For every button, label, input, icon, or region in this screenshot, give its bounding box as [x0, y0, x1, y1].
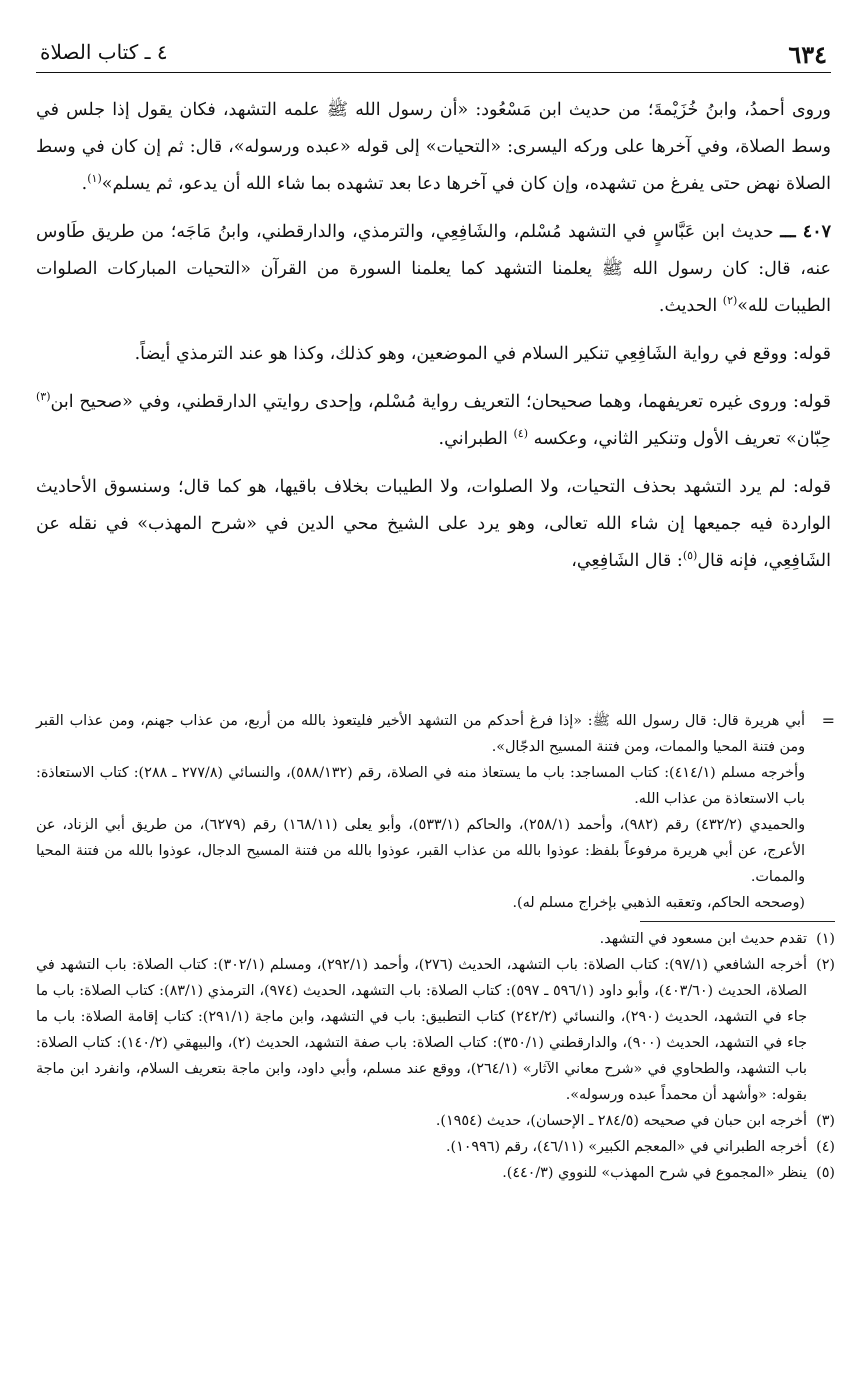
paragraph-4 — [36, 384, 831, 458]
footnote-ref-4: (٤) — [513, 427, 528, 441]
footnote-continuation — [36, 708, 835, 916]
page-number: ٦٣٤ — [788, 40, 827, 69]
paragraph-5 — [36, 469, 831, 580]
footnote-number: (٣) — [816, 1113, 835, 1129]
continuation-line: أبي هريرة قال: قال رسول الله ﷺ: «إذا فرغ أحدكم من التشهد الأخير فليتعوذ بالله من أربع، من عذاب جهنم، ومن عذاب القبر ومن فتنة المحيا والممات، ومن فتنة المسيح الدجّال». — [36, 713, 805, 755]
main-text — [36, 92, 831, 591]
footnote-text: تقدم حديث ابن مسعود في التشهد. — [599, 931, 807, 947]
paragraph-4-text-a: قوله: وروى غيره تعريفهما، وهما صحيحان؛ التعريف رواية مُسْلم، وإحدى روايتي الدارقطني، وفي «صحيح ابن — [50, 392, 831, 412]
paragraph-5-end: : قال الشَافِعِي، — [571, 551, 683, 571]
footnote-ref-5: (٥) — [682, 549, 698, 563]
hadith-number: ٤٠٧ ـــ — [780, 222, 831, 242]
footnote-number: (٤) — [816, 1139, 835, 1155]
continuation-line: وأخرجه مسلم (٤١٤/١): كتاب المساجد: باب ما يستعاذ منه في الصلاة، رقم (٥٨٨/١٣٢)، والنسائي (٢٧٧/٨ ـ ٢٨٨): كتاب الاستعاذة: باب الاستعاذة من عذاب الله. — [36, 765, 805, 807]
paragraph-5-text: قوله: لم يرد التشهد بحذف التحيات، ولا الصلوات، ولا الطيبات بخلاف باقيها، هو كما قال؛ وسنسوق الأحاديث الواردة فيه جميعها إن شاء الله تعالى، وهو يرد على الشيخ محي الدين في «شرح المهذب» في نقله عن الشَافِعِي، فإنه قال — [36, 477, 831, 571]
footnote-text: أخرجه الشافعي (٩٧/١): كتاب الصلاة: باب التشهد، الحديث (٢٧٦)، وأحمد (٢٩٢/١)، ومسلم (٣٠٢/١): كتاب الصلاة: باب التشهد في الصلاة، الحديث (٤٠٣/٦٠)، وأبو داود (٥٩٦/١ ـ ٥٩٧): كتاب الصلاة: باب التشهد، الحديث (٩٧٤)، الترمذي (٨٣/١): كتاب الصلاة: باب ما جاء في التشهد، الحديث (٢٩٠)، والنسائي (٢٤٢/٢) كتاب التطبيق: باب في التشهد، وابن ماجة (٢٩١/١): كتاب إقامة الصلاة: باب ما جاء في التشهد، الحديث (٩٠٠)، والدارقطني (٣٥٠/١): كتاب الصلاة: باب صفة التشهد، الحديث (٢)، والبيهقي (١٤٠/٢): كتاب الصلاة: باب التشهد، والطحاوي في «شرح معاني الآثار» (٢٦٤/١)، ووقع عند مسلم، وأبي داود، وابن ماجة بتعريف السلام، وانفرد ابن ماجة بقوله: «وأشهد أن محمداً عبده ورسوله». — [36, 957, 808, 1103]
footnote-ref-1: (١) — [87, 172, 102, 186]
footnote-5 — [36, 1160, 835, 1186]
footnote-1 — [36, 926, 835, 952]
footnote-3 — [36, 1108, 835, 1134]
footnote-2 — [36, 952, 835, 1108]
footnote-ref-2: (٢) — [722, 294, 738, 308]
footnote-number: (١) — [816, 931, 835, 947]
footnote-text: ينظر «المجموع في شرح المهذب» للنووي (٤٤٠/٣). — [502, 1165, 807, 1181]
page-header — [36, 38, 831, 73]
paragraph-407-text: حديث ابن عَبَّاسٍ في التشهد مُسْلم، والشَافِعِي، والترمذي، والدارقطني، وابنُ مَاجَه؛ من طريق طَاوس عنه، قال: كان رسول الله ﷺ يعلمنا التشهد كما يعلمنا السورة من القرآن «التحيات المباركات الصلوات الطيبات لله» — [36, 222, 831, 316]
running-title: ٤ ـ كتاب الصلاة — [40, 40, 168, 64]
continuation-line: والحميدي (٤٣٢/٢) رقم (٩٨٢)، وأحمد (٢٥٨/١)، والحاكم (٥٣٣/١)، وأبو يعلى (١٦٨/١١) رقم (٦٢٧٩)، من طريق أبي الزناد، عن الأعرج، عن أبي هريرة مرفوعاً بلفظ: عوذوا بالله من عذاب القبر، عوذوا بالله من فتنة المسيح الدجال، عوذوا بالله من فتنة المحيا والممات. — [36, 817, 806, 885]
paragraph-1-text: وروى أحمدُ، وابنُ خُزَيْمةَ؛ من حديث ابن مَسْعُود: «أن رسول الله ﷺ علمه التشهد، فكان يقول إذا جلس في وسط الصلاة، وفي آخرها على وركه اليسرى: «التحيات» إلى قوله «عبده ورسوله»، قال: ثم إن كان في وسط الصلاة نهض حتى يفرغ من تشهده، وإن كان في آخرها دعا بعد تشهده بما شاء الله أن يدعو، ثم يسلم» — [36, 100, 831, 194]
footnote-ref-3: (٣) — [36, 390, 51, 404]
footnote-text: أخرجه ابن حبان في صحيحه (٢٨٤/٥ ـ الإحسان)، حديث (١٩٥٤). — [435, 1113, 807, 1129]
footnote-number: (٢) — [816, 957, 835, 973]
footnote-4 — [36, 1134, 835, 1160]
paragraph-407 — [36, 214, 831, 325]
footnotes — [36, 708, 835, 1186]
paragraph-1 — [36, 92, 831, 203]
paragraph-1-end: . — [81, 174, 88, 194]
footnote-divider — [640, 921, 835, 922]
continuation-line: (وصححه الحاكم، وتعقبه الذهبي بإخراج مسلم له). — [512, 895, 805, 911]
continuation-mark: = — [821, 711, 835, 730]
paragraph-4-text-b: حِبّان» تعريف الأول وتنكير الثاني، وعكسه — [528, 429, 831, 449]
paragraph-4-text-c: الطبراني. — [438, 429, 514, 449]
paragraph-3: قوله: ووقع في رواية الشَافِعِي تنكير السلام في الموضعين، وهو كذلك، وكذا هو عند الترمذي أيضاً. — [134, 344, 831, 364]
footnote-text: أخرجه الطبراني في «المعجم الكبير» (٤٦/١١)، رقم (١٠٩٩٦). — [445, 1139, 807, 1155]
footnote-number: (٥) — [816, 1165, 835, 1181]
paragraph-407-end: الحديث. — [658, 296, 723, 316]
